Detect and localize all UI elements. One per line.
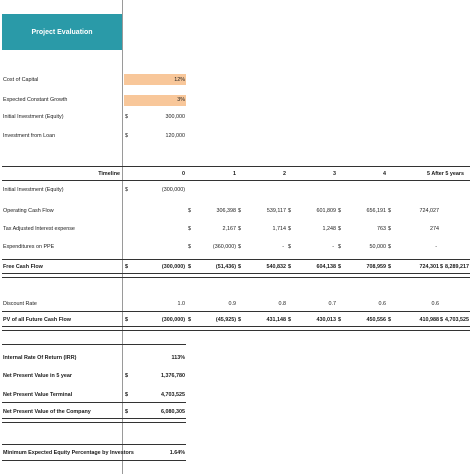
timeline-col: 4 xyxy=(383,171,386,177)
input-value[interactable]: 120,000 xyxy=(165,133,185,139)
double-underline xyxy=(2,418,186,423)
input-value[interactable]: 12% xyxy=(174,77,185,83)
table-row-total: PV of all Future Cash Flow $ (300,000) $ (45,925) $ 431,148 $ 430,013 $ 450,556 $ 410,988 $ 4,703,525 xyxy=(3,317,469,323)
timeline-col: 3 xyxy=(333,171,336,177)
timeline-col: 1 xyxy=(233,171,236,177)
table-row-total: Free Cash Flow $ (300,000) $ (51,436) $ 540,832 $ 604,138 $ 708,959 $ 724,301 $ 8,289,217 xyxy=(3,264,469,270)
timeline-col: 5 After 5 years xyxy=(427,171,464,177)
table-row: Initial Investment (Equity) $ (300,000) xyxy=(3,187,185,193)
table-row: Discount Rate 1.0 0.9 0.8 0.7 0.6 0.6 xyxy=(3,301,439,307)
table-border xyxy=(2,460,186,461)
input-value[interactable]: 300,000 xyxy=(165,114,185,120)
input-label: Cost of Capital xyxy=(3,77,39,83)
double-underline xyxy=(2,326,470,331)
table-border xyxy=(2,444,186,445)
timeline-col: 0 xyxy=(182,171,185,177)
page-title: Project Evaluation xyxy=(2,14,122,50)
timeline-header xyxy=(0,170,474,179)
table-row: Tax Adjusted Interest expense $ 2,167 $ 1,714 $ 1,248 $ 763 $ 274 xyxy=(3,226,439,232)
table-border xyxy=(2,402,186,403)
result-row: Minimum Expected Equity Percentage by Investors 1.64% xyxy=(3,450,185,456)
input-row xyxy=(0,132,474,141)
input-row xyxy=(0,76,474,85)
timeline-label: Timeline xyxy=(98,171,120,177)
input-label: Investment from Loan xyxy=(3,133,56,139)
table-row: Operating Cash Flow $ 306,398 $ 539,117 $ 601,809 $ 656,191 $ 724,027 xyxy=(3,208,439,214)
currency-symbol: $ xyxy=(125,133,128,139)
input-value[interactable]: 3% xyxy=(177,97,185,103)
table-border xyxy=(2,259,470,260)
result-row: Net Present Value Terminal $ 4,703,525 xyxy=(3,392,185,398)
table-border xyxy=(2,311,470,312)
table-row: Expenditures on PPE $ (360,000) $ - $ - $ 50,000 $ - xyxy=(3,244,437,250)
input-label: Initial Investment (Equity) xyxy=(3,114,64,120)
double-underline xyxy=(2,273,470,278)
timeline-col: 2 xyxy=(283,171,286,177)
currency-symbol: $ xyxy=(125,114,128,120)
result-row: Internal Rate Of Return (IRR) 113% xyxy=(3,355,185,361)
result-row: Net Present Value of the Company $ 6,080,305 xyxy=(3,409,185,415)
table-border xyxy=(2,180,470,181)
result-row: Net Present Value in 5 year $ 1,376,780 xyxy=(3,373,185,379)
input-row xyxy=(0,113,474,122)
table-border xyxy=(2,344,186,345)
table-border xyxy=(2,166,470,167)
input-row xyxy=(0,96,474,105)
input-label: Expected Constant Growth xyxy=(3,97,68,103)
